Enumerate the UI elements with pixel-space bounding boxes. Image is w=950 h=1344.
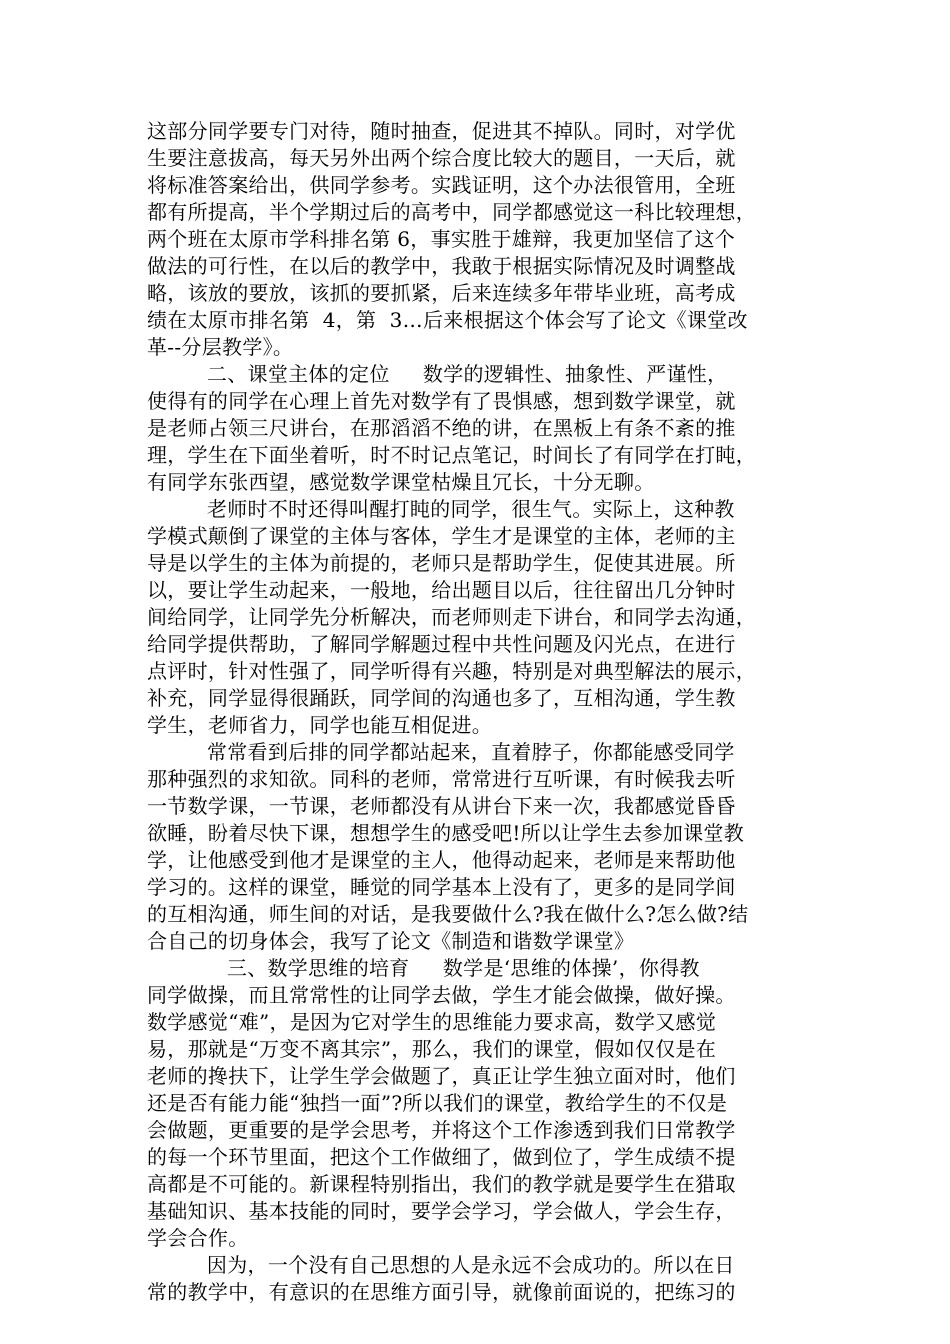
text-line: 因为，一个没有自己思想的人是永远不会成功的。所以在日 [147, 1253, 735, 1277]
text-line: 学会合作。 [147, 1226, 249, 1250]
text-line: 易，那就是“万变不离其宗”，那么，我们的课堂，假如仅仅是在 [147, 1037, 717, 1061]
text-line: 都有所提高，半个学期过后的高考中，同学都感觉这一科比较理想， [147, 200, 756, 224]
text-line: 补充，同学显得很踊跃，同学间的沟通也多了，互相沟通，学生教 [147, 686, 736, 710]
text-line: 常的教学中，有意识的在思维方面引导，就像前面说的，把练习的 [147, 1280, 736, 1304]
text-line: 以，要让学生动起来，一般地，给出题目以后，往往留出几分钟时 [147, 578, 736, 602]
text-line: 略，该放的要放，该抓的要抓紧，后来连续多年带毕业班，高考成 [147, 281, 736, 305]
section-heading-line: 二、课堂主体的定位 数学的逻辑性、抽象性、严谨性， [147, 362, 728, 386]
text-line: 是老师占领三尺讲台，在那滔滔不绝的讲，在黑板上有条不紊的推 [147, 416, 736, 440]
text-line: 两个班在太原市学科排名第 6，事实胜于雄辩，我更加坚信了这个 [147, 227, 736, 251]
text-line: 一节数学课，一节课，老师都没有从讲台下来一次，我都感觉昏昏 [147, 794, 736, 818]
section-heading-line: 三、数学思维的培育 数学是‘思维的体操’，你得教 [147, 956, 700, 980]
text-line: 生要注意拔高，每天另外出两个综合度比较大的题目，一天后，就 [147, 146, 736, 170]
text-line: 常常看到后排的同学都站起来，直着脖子，你都能感受同学 [147, 740, 735, 764]
text-line: 有同学东张西望，感觉数学课堂枯燥且冗长，十分无聊。 [147, 470, 655, 494]
text-line: 数学感觉“难”，是因为它对学生的思维能力要求高，数学又感觉 [147, 1010, 717, 1034]
text-line: 做法的可行性，在以后的教学中，我敢于根据实际情况及时调整战 [147, 254, 736, 278]
text-line: 的互相沟通，师生间的对话，是我要做什么?我在做什么?怎么做?结 [147, 902, 749, 926]
text-line: 学生，老师省力，同学也能互相促进。 [147, 713, 493, 737]
text-line: 这部分同学要专门对待，随时抽查，促进其不掉队。同时，对学优 [147, 119, 736, 143]
text-line: 的每一个环节里面，把这个工作做细了，做到位了，学生成绩不提 [147, 1145, 736, 1169]
text-line: 老师的搀扶下，让学生学会做题了，真正让学生独立面对时，他们 [147, 1064, 736, 1088]
text-line: 革--分层教学》。 [147, 335, 294, 359]
text-line: 欲睡，盼着尽快下课，想想学生的感受吧!所以让学生去参加课堂教 [147, 821, 745, 845]
text-line: 绩在太原市排名第 4，第 3…后来根据这个体会写了论文《课堂改 [147, 308, 748, 332]
text-line: 那种强烈的求知欲。同科的老师，常常进行互听课，有时候我去听 [147, 767, 736, 791]
text-line: 学模式颠倒了课堂的主体与客体，学生才是课堂的主体，老师的主 [147, 524, 736, 548]
text-line: 同学做操，而且常常性的让同学去做，学生才能会做操，做好操。 [147, 983, 736, 1007]
text-line: 间给同学，让同学先分析解决，而老师则走下讲台，和同学去沟通， [147, 605, 756, 629]
text-line: 会做题，更重要的是学会思考，并将这个工作渗透到我们日常教学 [147, 1118, 736, 1142]
text-line: 还是否有能力能“独挡一面”?所以我们的课堂，教给学生的不仅是 [147, 1091, 728, 1115]
text-line: 基础知识、基本技能的同时，要学会学习，学会做人，学会生存， [147, 1199, 736, 1223]
text-line: 合自己的切身体会，我写了论文《制造和谐数学课堂》 [147, 929, 635, 953]
text-line: 导是以学生的主体为前提的，老师只是帮助学生，促使其进展。所 [147, 551, 736, 575]
text-line: 学习的。这样的课堂，睡觉的同学基本上没有了，更多的是同学间 [147, 875, 736, 899]
text-line: 将标准答案给出，供同学参考。实践证明，这个办法很管用，全班 [147, 173, 736, 197]
text-line: 给同学提供帮助，了解同学解题过程中共性问题及闪光点，在进行 [147, 632, 736, 656]
document-body [147, 118, 827, 1306]
text-line: 学，让他感受到他才是课堂的主人，他得动起来，老师是来帮助他 [147, 848, 736, 872]
text-line: 高都是不可能的。新课程特别指出，我们的教学就是要学生在猎取 [147, 1172, 736, 1196]
text-line: 使得有的同学在心理上首先对数学有了畏惧感，想到数学课堂，就 [147, 389, 736, 413]
text-line: 老师时不时还得叫醒打盹的同学，很生气。实际上，这种教 [147, 497, 735, 521]
text-line: 点评时，针对性强了，同学听得有兴趣，特别是对典型解法的展示， [147, 659, 756, 683]
text-line: 理，学生在下面坐着听，时不时记点笔记，时间长了有同学在打盹， [147, 443, 756, 467]
